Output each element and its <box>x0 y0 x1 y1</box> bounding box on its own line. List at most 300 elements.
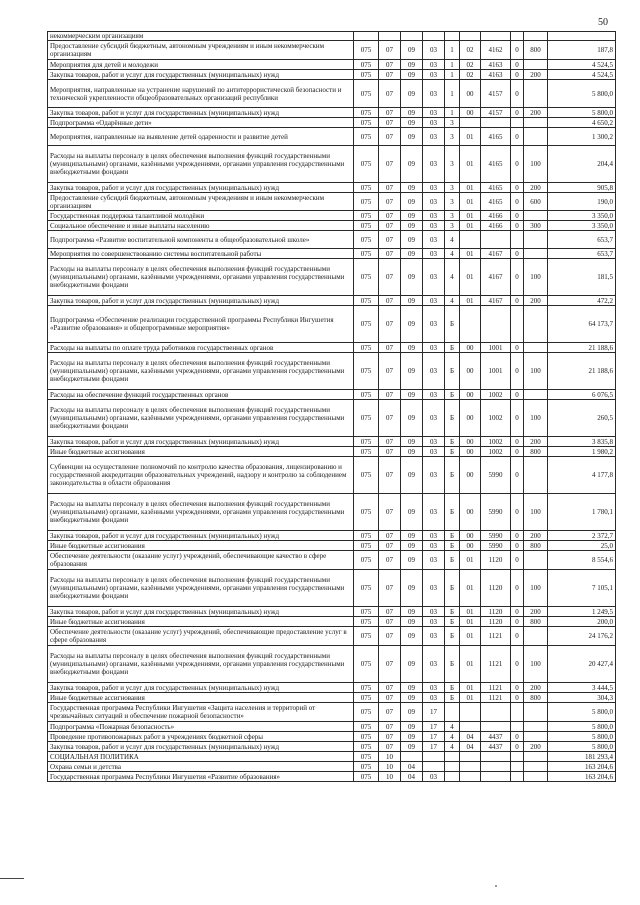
code-program: 03 <box>423 693 445 703</box>
code-subprogram: Б <box>445 457 460 494</box>
row-sum: 163 204,6 <box>548 762 616 772</box>
table-row <box>48 531 616 541</box>
code-expense-type: 200 <box>524 183 548 193</box>
code-article <box>481 231 511 249</box>
table-row <box>48 41 616 60</box>
row-sum: 5 800,0 <box>548 732 616 742</box>
code-expense-type <box>524 231 548 249</box>
code-direction: 01 <box>460 146 481 183</box>
code-razdel: 07 <box>379 41 401 60</box>
code-expense-type <box>524 118 548 128</box>
code-expense-type <box>524 343 548 353</box>
code-article: 4165 <box>481 193 511 211</box>
row-sum: 5 800,0 <box>548 703 616 722</box>
code-program: 03 <box>423 531 445 541</box>
code-razdel: 07 <box>379 128 401 146</box>
code-subprogram <box>445 752 460 762</box>
code-podrazdel: 09 <box>401 722 423 732</box>
code-podrazdel <box>401 32 423 41</box>
code-razdel: 07 <box>379 400 401 437</box>
code-podrazdel: 09 <box>401 193 423 211</box>
row-sum: 21 188,6 <box>548 343 616 353</box>
code-direction <box>460 32 481 41</box>
code-podrazdel: 09 <box>401 646 423 683</box>
row-name: Расходы на выплаты персоналу в целях обеспечения выполнения функций государственными (муниципальными) органами, казёнными учреждениями, органами управления государственными внебюджетными фондами <box>48 400 354 437</box>
row-sum: 3 350,0 <box>548 211 616 221</box>
code-subprogram: Б <box>445 447 460 457</box>
code-glava: 075 <box>354 742 379 752</box>
table-row <box>48 128 616 146</box>
table-row <box>48 617 616 627</box>
row-sum: 5 800,0 <box>548 108 616 118</box>
code-expense-type: 200 <box>524 607 548 617</box>
code-program <box>423 752 445 762</box>
code-expense-type <box>524 211 548 221</box>
code-direction <box>460 306 481 343</box>
row-sum: 8 554,6 <box>548 551 616 570</box>
table-row <box>48 146 616 183</box>
code-sub: 0 <box>511 693 524 703</box>
code-subprogram: 3 <box>445 128 460 146</box>
code-podrazdel: 09 <box>401 128 423 146</box>
code-razdel: 07 <box>379 390 401 400</box>
code-glava: 075 <box>354 41 379 60</box>
code-direction: 00 <box>460 437 481 447</box>
table-row <box>48 118 616 128</box>
code-expense-type: 800 <box>524 617 548 627</box>
code-subprogram: Б <box>445 551 460 570</box>
row-sum: 64 173,7 <box>548 306 616 343</box>
code-direction: 01 <box>460 607 481 617</box>
code-podrazdel: 09 <box>401 617 423 627</box>
code-expense-type: 800 <box>524 541 548 551</box>
code-razdel: 07 <box>379 494 401 531</box>
code-glava: 075 <box>354 249 379 259</box>
code-glava: 075 <box>354 551 379 570</box>
code-glava: 075 <box>354 80 379 108</box>
code-glava: 075 <box>354 732 379 742</box>
code-glava: 075 <box>354 722 379 732</box>
code-program: 03 <box>423 249 445 259</box>
code-article: 1002 <box>481 390 511 400</box>
code-program: 03 <box>423 296 445 306</box>
code-podrazdel: 04 <box>401 762 423 772</box>
code-program: 03 <box>423 447 445 457</box>
row-name: Охрана семьи и детства <box>48 762 354 772</box>
code-direction: 01 <box>460 646 481 683</box>
code-glava: 075 <box>354 437 379 447</box>
code-glava: 075 <box>354 752 379 762</box>
code-expense-type: 600 <box>524 193 548 211</box>
code-article: 4166 <box>481 221 511 231</box>
code-razdel: 07 <box>379 183 401 193</box>
row-name: Иные бюджетные ассигнования <box>48 693 354 703</box>
table-row <box>48 437 616 447</box>
row-sum: 304,3 <box>548 693 616 703</box>
code-podrazdel: 09 <box>401 457 423 494</box>
code-direction: 01 <box>460 221 481 231</box>
row-sum: 5 800,0 <box>548 80 616 108</box>
code-razdel: 07 <box>379 118 401 128</box>
code-glava: 075 <box>354 221 379 231</box>
row-name: Иные бюджетные ассигнования <box>48 447 354 457</box>
code-razdel: 10 <box>379 752 401 762</box>
row-name: Иные бюджетные ассигнования <box>48 541 354 551</box>
code-direction: 01 <box>460 211 481 221</box>
code-program: 03 <box>423 570 445 607</box>
code-program: 03 <box>423 541 445 551</box>
code-article: 4167 <box>481 296 511 306</box>
code-sub: 0 <box>511 343 524 353</box>
code-podrazdel: 09 <box>401 259 423 296</box>
code-subprogram <box>445 772 460 782</box>
code-razdel: 07 <box>379 231 401 249</box>
table-row <box>48 80 616 108</box>
code-glava: 075 <box>354 390 379 400</box>
code-subprogram: Б <box>445 400 460 437</box>
budget-table <box>47 31 616 782</box>
code-direction: 01 <box>460 570 481 607</box>
code-program: 03 <box>423 627 445 646</box>
code-program: 03 <box>423 457 445 494</box>
code-podrazdel: 09 <box>401 221 423 231</box>
code-sub: 0 <box>511 108 524 118</box>
code-article: 4167 <box>481 249 511 259</box>
code-expense-type <box>524 80 548 108</box>
code-razdel: 07 <box>379 646 401 683</box>
row-name: Закупка товаров, работ и услуг для государственных (муниципальных) нужд <box>48 742 354 752</box>
row-sum: 4 524,5 <box>548 60 616 70</box>
code-program: 03 <box>423 306 445 343</box>
row-sum: 4 650,2 <box>548 118 616 128</box>
code-glava: 075 <box>354 70 379 80</box>
code-program: 03 <box>423 146 445 183</box>
row-sum: 24 176,2 <box>548 627 616 646</box>
row-name: Расходы на выплаты по оплате труда работников государственных органов <box>48 343 354 353</box>
row-sum: 4 524,5 <box>548 70 616 80</box>
code-podrazdel: 09 <box>401 108 423 118</box>
code-article: 1002 <box>481 447 511 457</box>
code-subprogram: 3 <box>445 183 460 193</box>
code-program: 03 <box>423 390 445 400</box>
code-sub <box>511 231 524 249</box>
code-glava: 075 <box>354 343 379 353</box>
code-direction: 02 <box>460 70 481 80</box>
code-expense-type <box>524 390 548 400</box>
code-expense-type <box>524 772 548 782</box>
code-program <box>423 762 445 772</box>
code-article <box>481 772 511 782</box>
code-sub <box>511 703 524 722</box>
code-podrazdel: 09 <box>401 437 423 447</box>
code-sub: 0 <box>511 457 524 494</box>
row-name: Государственная программа Республики Ингушетия «Защита населения и территорий от чрезвычайных ситуаций и обеспечение пожарной безопасности» <box>48 703 354 722</box>
code-program: 17 <box>423 732 445 742</box>
code-subprogram: Б <box>445 437 460 447</box>
code-article: 1002 <box>481 400 511 437</box>
code-podrazdel: 09 <box>401 249 423 259</box>
code-article: 1120 <box>481 551 511 570</box>
row-sum: 181,5 <box>548 259 616 296</box>
row-name: Предоставление субсидий бюджетным, автономным учреждениям и иным некоммерческим организациям <box>48 41 354 60</box>
code-razdel: 07 <box>379 732 401 742</box>
row-sum: 1 780,1 <box>548 494 616 531</box>
code-article: 1120 <box>481 607 511 617</box>
table-row <box>48 259 616 296</box>
code-podrazdel: 09 <box>401 742 423 752</box>
row-sum: 2 372,7 <box>548 531 616 541</box>
code-sub: 0 <box>511 221 524 231</box>
code-direction: 01 <box>460 693 481 703</box>
code-expense-type: 100 <box>524 494 548 531</box>
code-razdel: 07 <box>379 570 401 607</box>
code-article <box>481 118 511 128</box>
code-razdel: 07 <box>379 457 401 494</box>
code-glava: 075 <box>354 118 379 128</box>
row-sum: 472,2 <box>548 296 616 306</box>
code-subprogram: 4 <box>445 296 460 306</box>
code-direction <box>460 722 481 732</box>
scan-mark <box>0 878 24 879</box>
table-row <box>48 249 616 259</box>
code-subprogram: 3 <box>445 221 460 231</box>
code-article: 4437 <box>481 732 511 742</box>
code-sub: 0 <box>511 494 524 531</box>
code-sub: 0 <box>511 646 524 683</box>
code-subprogram: Б <box>445 306 460 343</box>
code-direction: 01 <box>460 627 481 646</box>
row-name: Социальное обеспечение и иные выплаты населению <box>48 221 354 231</box>
code-article: 1002 <box>481 437 511 447</box>
row-sum: 5 800,0 <box>548 742 616 752</box>
code-glava: 075 <box>354 400 379 437</box>
code-subprogram: 1 <box>445 60 460 70</box>
row-name: Закупка товаров, работ и услуг для государственных (муниципальных) нужд <box>48 607 354 617</box>
code-podrazdel: 09 <box>401 353 423 390</box>
code-program: 03 <box>423 231 445 249</box>
code-expense-type <box>524 551 548 570</box>
code-article: 4157 <box>481 80 511 108</box>
code-subprogram <box>445 703 460 722</box>
code-sub: 0 <box>511 211 524 221</box>
code-sub: 0 <box>511 70 524 80</box>
code-subprogram: Б <box>445 353 460 390</box>
row-name: Закупка товаров, работ и услуг для государственных (муниципальных) нужд <box>48 531 354 541</box>
code-razdel: 10 <box>379 772 401 782</box>
row-name: Государственная поддержка талантливой молодёжи <box>48 211 354 221</box>
code-razdel: 07 <box>379 683 401 693</box>
code-program: 03 <box>423 343 445 353</box>
row-sum: 6 076,5 <box>548 390 616 400</box>
row-name: Закупка товаров, работ и услуг для государственных (муниципальных) нужд <box>48 683 354 693</box>
code-subprogram: 4 <box>445 742 460 752</box>
code-program: 03 <box>423 60 445 70</box>
row-sum: 1 980,2 <box>548 447 616 457</box>
code-program: 03 <box>423 128 445 146</box>
code-program: 17 <box>423 722 445 732</box>
code-podrazdel: 04 <box>401 772 423 782</box>
row-name: Закупка товаров, работ и услуг для государственных (муниципальных) нужд <box>48 108 354 118</box>
code-article: 1120 <box>481 617 511 627</box>
code-direction <box>460 752 481 762</box>
row-sum: 200,0 <box>548 617 616 627</box>
code-direction: 00 <box>460 447 481 457</box>
code-podrazdel: 09 <box>401 118 423 128</box>
code-podrazdel: 09 <box>401 41 423 60</box>
row-name: Расходы на выплаты персоналу в целях обеспечения выполнения функций государственными (муниципальными) органами, казёнными учреждениями, органами управления государственными внебюджетными фондами <box>48 259 354 296</box>
code-glava: 075 <box>354 772 379 782</box>
code-subprogram: 4 <box>445 732 460 742</box>
code-direction: 04 <box>460 742 481 752</box>
code-direction: 01 <box>460 183 481 193</box>
code-subprogram: Б <box>445 617 460 627</box>
code-subprogram: 4 <box>445 249 460 259</box>
table-row <box>48 693 616 703</box>
code-expense-type <box>524 32 548 41</box>
code-subprogram <box>445 762 460 772</box>
code-article: 5990 <box>481 531 511 541</box>
code-direction: 00 <box>460 108 481 118</box>
code-glava: 075 <box>354 447 379 457</box>
row-name: Расходы на обеспечение функций государственных органов <box>48 390 354 400</box>
code-sub: 0 <box>511 627 524 646</box>
code-direction: 00 <box>460 494 481 531</box>
code-sub: 0 <box>511 193 524 211</box>
code-sub <box>511 752 524 762</box>
table-row <box>48 646 616 683</box>
code-sub: 0 <box>511 400 524 437</box>
code-program: 17 <box>423 742 445 752</box>
code-glava: 075 <box>354 146 379 183</box>
code-article <box>481 703 511 722</box>
code-program: 03 <box>423 259 445 296</box>
row-name: Подпрограмма «Развитие воспитательной компоненты в общеобразовательной школе» <box>48 231 354 249</box>
code-direction: 01 <box>460 128 481 146</box>
code-program: 03 <box>423 118 445 128</box>
row-name: СОЦИАЛЬНАЯ ПОЛИТИКА <box>48 752 354 762</box>
table-row <box>48 306 616 343</box>
code-article: 4163 <box>481 70 511 80</box>
row-sum: 4 177,8 <box>548 457 616 494</box>
code-program: 03 <box>423 108 445 118</box>
code-sub <box>511 118 524 128</box>
code-program: 03 <box>423 41 445 60</box>
code-subprogram: 4 <box>445 259 460 296</box>
code-program: 03 <box>423 211 445 221</box>
code-expense-type <box>524 306 548 343</box>
code-glava: 075 <box>354 183 379 193</box>
code-podrazdel: 09 <box>401 703 423 722</box>
code-razdel: 07 <box>379 221 401 231</box>
row-name: Расходы на выплаты персоналу в целях обеспечения выполнения функций государственными (муниципальными) органами, казёнными учреждениями, органами управления государственными внебюджетными фондами <box>48 494 354 531</box>
code-razdel: 07 <box>379 211 401 221</box>
row-sum: 187,8 <box>548 41 616 60</box>
code-glava: 075 <box>354 211 379 221</box>
code-expense-type <box>524 457 548 494</box>
code-article: 1120 <box>481 570 511 607</box>
table-row <box>48 60 616 70</box>
code-razdel: 07 <box>379 306 401 343</box>
code-podrazdel: 09 <box>401 183 423 193</box>
table-row <box>48 541 616 551</box>
code-article <box>481 762 511 772</box>
code-article: 5990 <box>481 457 511 494</box>
code-podrazdel: 09 <box>401 541 423 551</box>
code-razdel: 07 <box>379 693 401 703</box>
code-subprogram: 3 <box>445 146 460 183</box>
code-article: 1001 <box>481 343 511 353</box>
code-razdel: 07 <box>379 193 401 211</box>
code-sub: 0 <box>511 732 524 742</box>
code-expense-type: 200 <box>524 296 548 306</box>
table-row <box>48 722 616 732</box>
code-podrazdel: 09 <box>401 306 423 343</box>
code-subprogram: Б <box>445 390 460 400</box>
code-expense-type: 200 <box>524 108 548 118</box>
code-article: 4163 <box>481 60 511 70</box>
code-podrazdel: 09 <box>401 551 423 570</box>
code-expense-type <box>524 752 548 762</box>
code-article: 4165 <box>481 128 511 146</box>
code-program: 03 <box>423 437 445 447</box>
table-row <box>48 703 616 722</box>
code-direction: 00 <box>460 457 481 494</box>
code-article: 1121 <box>481 693 511 703</box>
code-direction: 00 <box>460 343 481 353</box>
code-article <box>481 752 511 762</box>
code-sub: 0 <box>511 60 524 70</box>
code-glava: 075 <box>354 193 379 211</box>
table-row <box>48 211 616 221</box>
row-sum: 5 800,0 <box>548 722 616 732</box>
row-name: Закупка товаров, работ и услуг для государственных (муниципальных) нужд <box>48 437 354 447</box>
code-podrazdel: 09 <box>401 607 423 617</box>
code-glava: 075 <box>354 296 379 306</box>
code-program: 03 <box>423 772 445 782</box>
code-razdel: 07 <box>379 703 401 722</box>
code-direction: 01 <box>460 683 481 693</box>
row-name: Мероприятия, направленные на выявление детей одаренности и развитие детей <box>48 128 354 146</box>
row-name: Расходы на выплаты персоналу в целях обеспечения выполнения функций государственными (муниципальными) органами, казёнными учреждениями, органами управления государственными внебюджетными фондами <box>48 146 354 183</box>
code-program: 03 <box>423 646 445 683</box>
code-sub: 0 <box>511 41 524 60</box>
code-direction: 01 <box>460 259 481 296</box>
code-sub: 0 <box>511 742 524 752</box>
row-sum: 260,5 <box>548 400 616 437</box>
code-subprogram: 4 <box>445 231 460 249</box>
code-article: 4165 <box>481 146 511 183</box>
code-expense-type <box>524 627 548 646</box>
code-podrazdel: 09 <box>401 627 423 646</box>
code-expense-type: 300 <box>524 221 548 231</box>
code-razdel: 07 <box>379 531 401 541</box>
code-razdel: 07 <box>379 108 401 118</box>
table-row <box>48 570 616 607</box>
code-program: 03 <box>423 80 445 108</box>
code-subprogram: Б <box>445 531 460 541</box>
table-row <box>48 551 616 570</box>
code-glava: 075 <box>354 646 379 683</box>
code-program: 03 <box>423 607 445 617</box>
row-name: Подпрограмма «Обеспечение реализации государственной программы Республики Ингушетия «Развитие образования» и общепрограммные мероприятия» <box>48 306 354 343</box>
code-razdel: 07 <box>379 353 401 390</box>
code-expense-type: 800 <box>524 447 548 457</box>
code-glava: 075 <box>354 306 379 343</box>
code-razdel: 07 <box>379 343 401 353</box>
table-row <box>48 607 616 617</box>
code-podrazdel: 09 <box>401 570 423 607</box>
code-podrazdel: 09 <box>401 683 423 693</box>
